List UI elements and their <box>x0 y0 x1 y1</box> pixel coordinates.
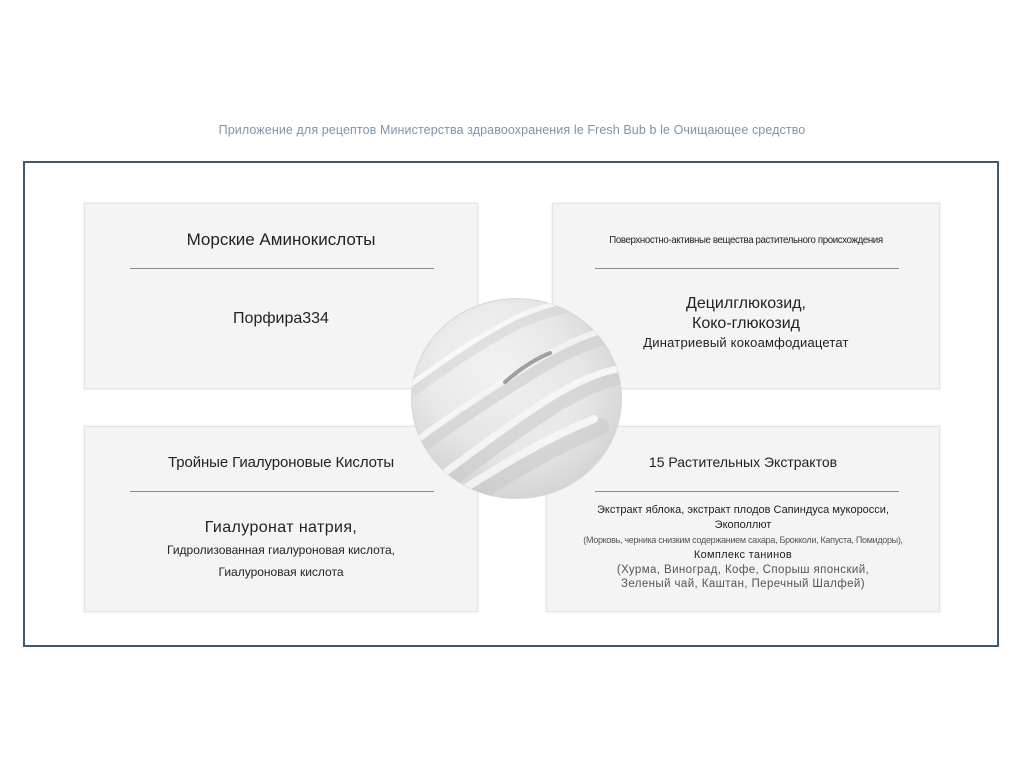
ingredient-line: Децилглюкозид, <box>686 295 806 312</box>
ingredient-line: Гиалуроновая кислота <box>218 565 344 579</box>
card-heading: Поверхностно-активные вещества растительного происхождения <box>609 234 883 246</box>
ingredient-line: Экстракт яблока, экстракт плодов Сапиндуса мукоросси, <box>596 504 890 516</box>
ingredient-line: Коко-глюкозид <box>692 315 800 332</box>
card-heading: Тройные Гиалуроновые Кислоты <box>167 454 395 471</box>
card-divider <box>130 268 434 269</box>
card-divider <box>595 491 899 492</box>
ingredient-line: Гиалуронат натрия, <box>204 519 358 536</box>
ingredient-line: (Морковь, черника снизким содержанием сахара, Брокколи, Капуста, Помидоры), <box>583 535 903 545</box>
card-body: Порфира334 <box>233 310 329 327</box>
ingredient-line: Динатриевый кокоамфодиацетат <box>643 335 849 350</box>
card-divider <box>595 268 899 269</box>
card-heading: Морские Аминокислоты <box>186 230 376 249</box>
ingredient-line: Экополлют <box>714 519 772 531</box>
card-body <box>547 503 939 591</box>
ingredient-line: Зеленый чай, Каштан, Перечный Шалфей) <box>621 578 865 590</box>
ingredient-line: Гидролизованная гиалуроновая кислота, <box>167 543 395 557</box>
cream-texture-image <box>410 297 623 500</box>
card-heading: 15 Растительных Экстрактов <box>648 454 838 470</box>
page-title: Приложение для рецептов Министерства здравоохранения le Fresh Bub b le Очищающее средство <box>218 123 806 137</box>
card-divider <box>130 491 434 492</box>
ingredient-line: (Хурма, Виноград, Кофе, Спорыш японский, <box>616 564 870 576</box>
ingredient-line: Комплекс танинов <box>693 549 793 561</box>
card-body <box>85 517 477 583</box>
